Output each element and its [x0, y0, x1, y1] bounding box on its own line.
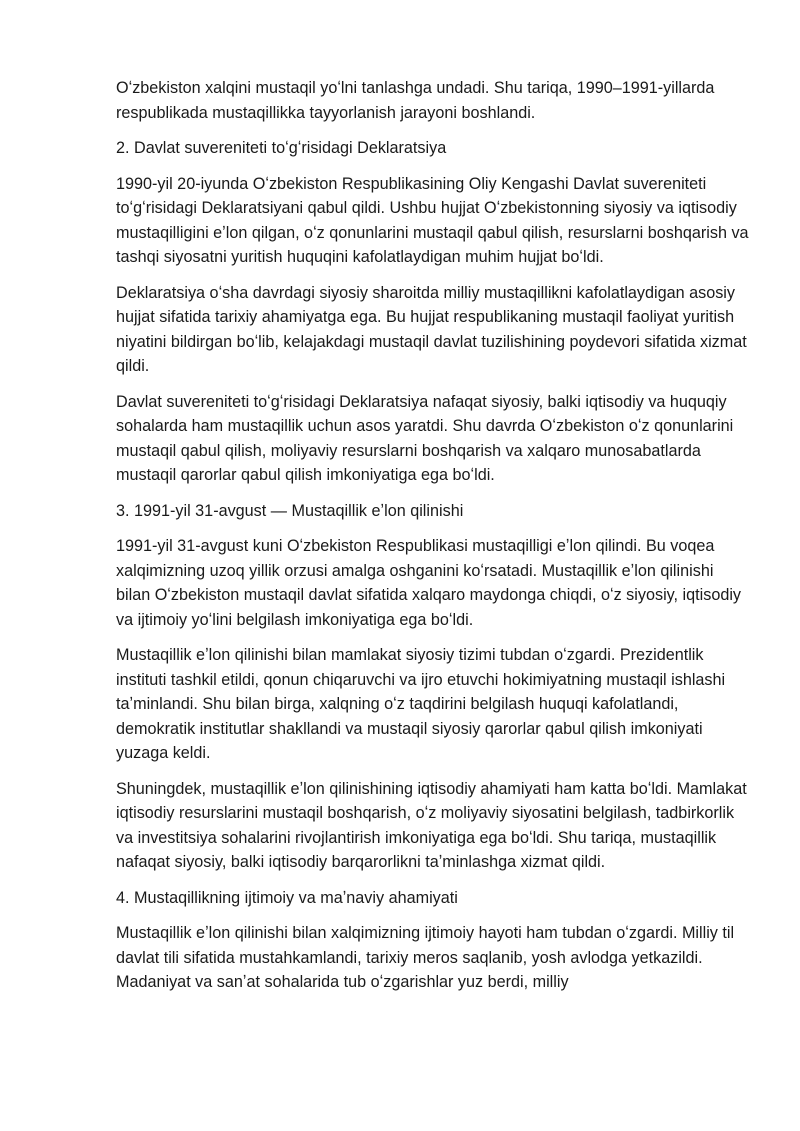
section-heading-declaration: 2. Davlat suvereniteti toʻgʻrisidagi Deklaratsiya	[116, 139, 447, 157]
paragraph-declaration-significance: Deklaratsiya oʻsha davrdagi siyosiy sharoitda milliy mustaqillikni kafolatlaydigan asosiy hujjat sifatida tarixiy ahamiyatga ega. Bu hujjat respublikaning mustaqil faoliyat yuritish niyatini bildirgan boʻlib, kelajakdagi mustaqil davlat tuzilishining poydevori sifatida xizmat qildi.	[116, 283, 747, 375]
document-body	[116, 76, 752, 1006]
section-heading-social-spiritual: 4. Mustaqillikning ijtimoiy va maʼnaviy ahamiyati	[116, 888, 458, 907]
paragraph-economic-significance: Shuningdek, mustaqillik eʼlon qilinishining iqtisodiy ahamiyati ham katta boʻldi. Mamlakat iqtisodiy resurslarini mustaqil boshqarish, oʻz moliyaviy siyosatini belgilash, tadbirkorlik va investitsiya sohalarini rivojlantirish imkoniyatiga ega boʻldi. Shu tariqa, mustaqillik nafaqat siyosiy, balki iqtisodiy barqarorlikni taʼminlashga xizmat qildi.	[116, 779, 747, 871]
paragraph-declaration-adoption: 1990-yil 20-iyunda Oʻzbekiston Respublikasining Oliy Kengashi Davlat suvereniteti toʻgʻrisidagi Deklaratsiyani qabul qildi. Ushbu hujjat Oʻzbekistonning siyosiy va iqtisodiy mustaqilligini eʼlon qilgan, oʻz qonunlarini mustaqil qabul qilish, resurslarni boshqarish va tashqi siyosatni yuritish huquqini kafolatlaydigan muhim hujjat boʻldi.	[116, 174, 749, 266]
paragraph-intro-continuation: Oʻzbekiston xalqini mustaqil yoʻlni tanlashga undadi. Shu tariqa, 1990–1991-yillarda respublikada mustaqillikka tayyorlanish jarayoni boshlandi.	[116, 79, 715, 122]
paragraph-social-life: Mustaqillik eʼlon qilinishi bilan xalqimizning ijtimoiy hayoti ham tubdan oʻzgardi. Milliy til davlat tili sifatida mustahkamlandi, tarixiy meros saqlanib, yosh avlodga yetkazildi. Madaniyat va sanʼat sohalarida tub oʻzgarishlar yuz berdi, milliy	[116, 924, 735, 991]
section-heading-independence: 3. 1991-yil 31-avgust — Mustaqillik eʼlon qilinishi	[116, 501, 464, 520]
paragraph-declaration-scope: Davlat suvereniteti toʻgʻrisidagi Deklaratsiya nafaqat siyosiy, balki iqtisodiy va huquqiy sohalarda ham mustaqillik uchun asos yaratdi. Shu davrda Oʻzbekiston oʻz qonunlarini mustaqil qabul qilish, moliyaviy resurslarni boshqarish va xalqaro munosabatlarda mustaqil qarorlar qabul qilish imkoniyatiga ega boʻldi.	[116, 392, 734, 484]
paragraph-independence-declared: 1991-yil 31-avgust kuni Oʻzbekiston Respublikasi mustaqilligi eʼlon qilindi. Bu voqea xalqimizning uzoq yillik orzusi amalga oshganini koʻrsatadi. Mustaqillik eʼlon qilinishi bilan Oʻzbekiston mustaqil davlat sifatida xalqaro maydonga chiqdi, oʻz siyosiy, iqtisodiy va ijtimoiy yoʻlini belgilash imkoniyatiga ega boʻldi.	[116, 537, 742, 629]
paragraph-political-system: Mustaqillik eʼlon qilinishi bilan mamlakat siyosiy tizimi tubdan oʻzgardi. Prezidentlik instituti tashkil etildi, qonun chiqaruvchi va ijro etuvchi hokimiyatning mustaqil ishlashi taʼminlandi. Shu bilan birga, xalqning oʻz taqdirini belgilash huquqi kafolatlandi, demokratik institutlar shakllandi va mustaqil siyosiy qarorlar qabul qilish imkoniyati yuzaga keldi.	[116, 646, 726, 762]
